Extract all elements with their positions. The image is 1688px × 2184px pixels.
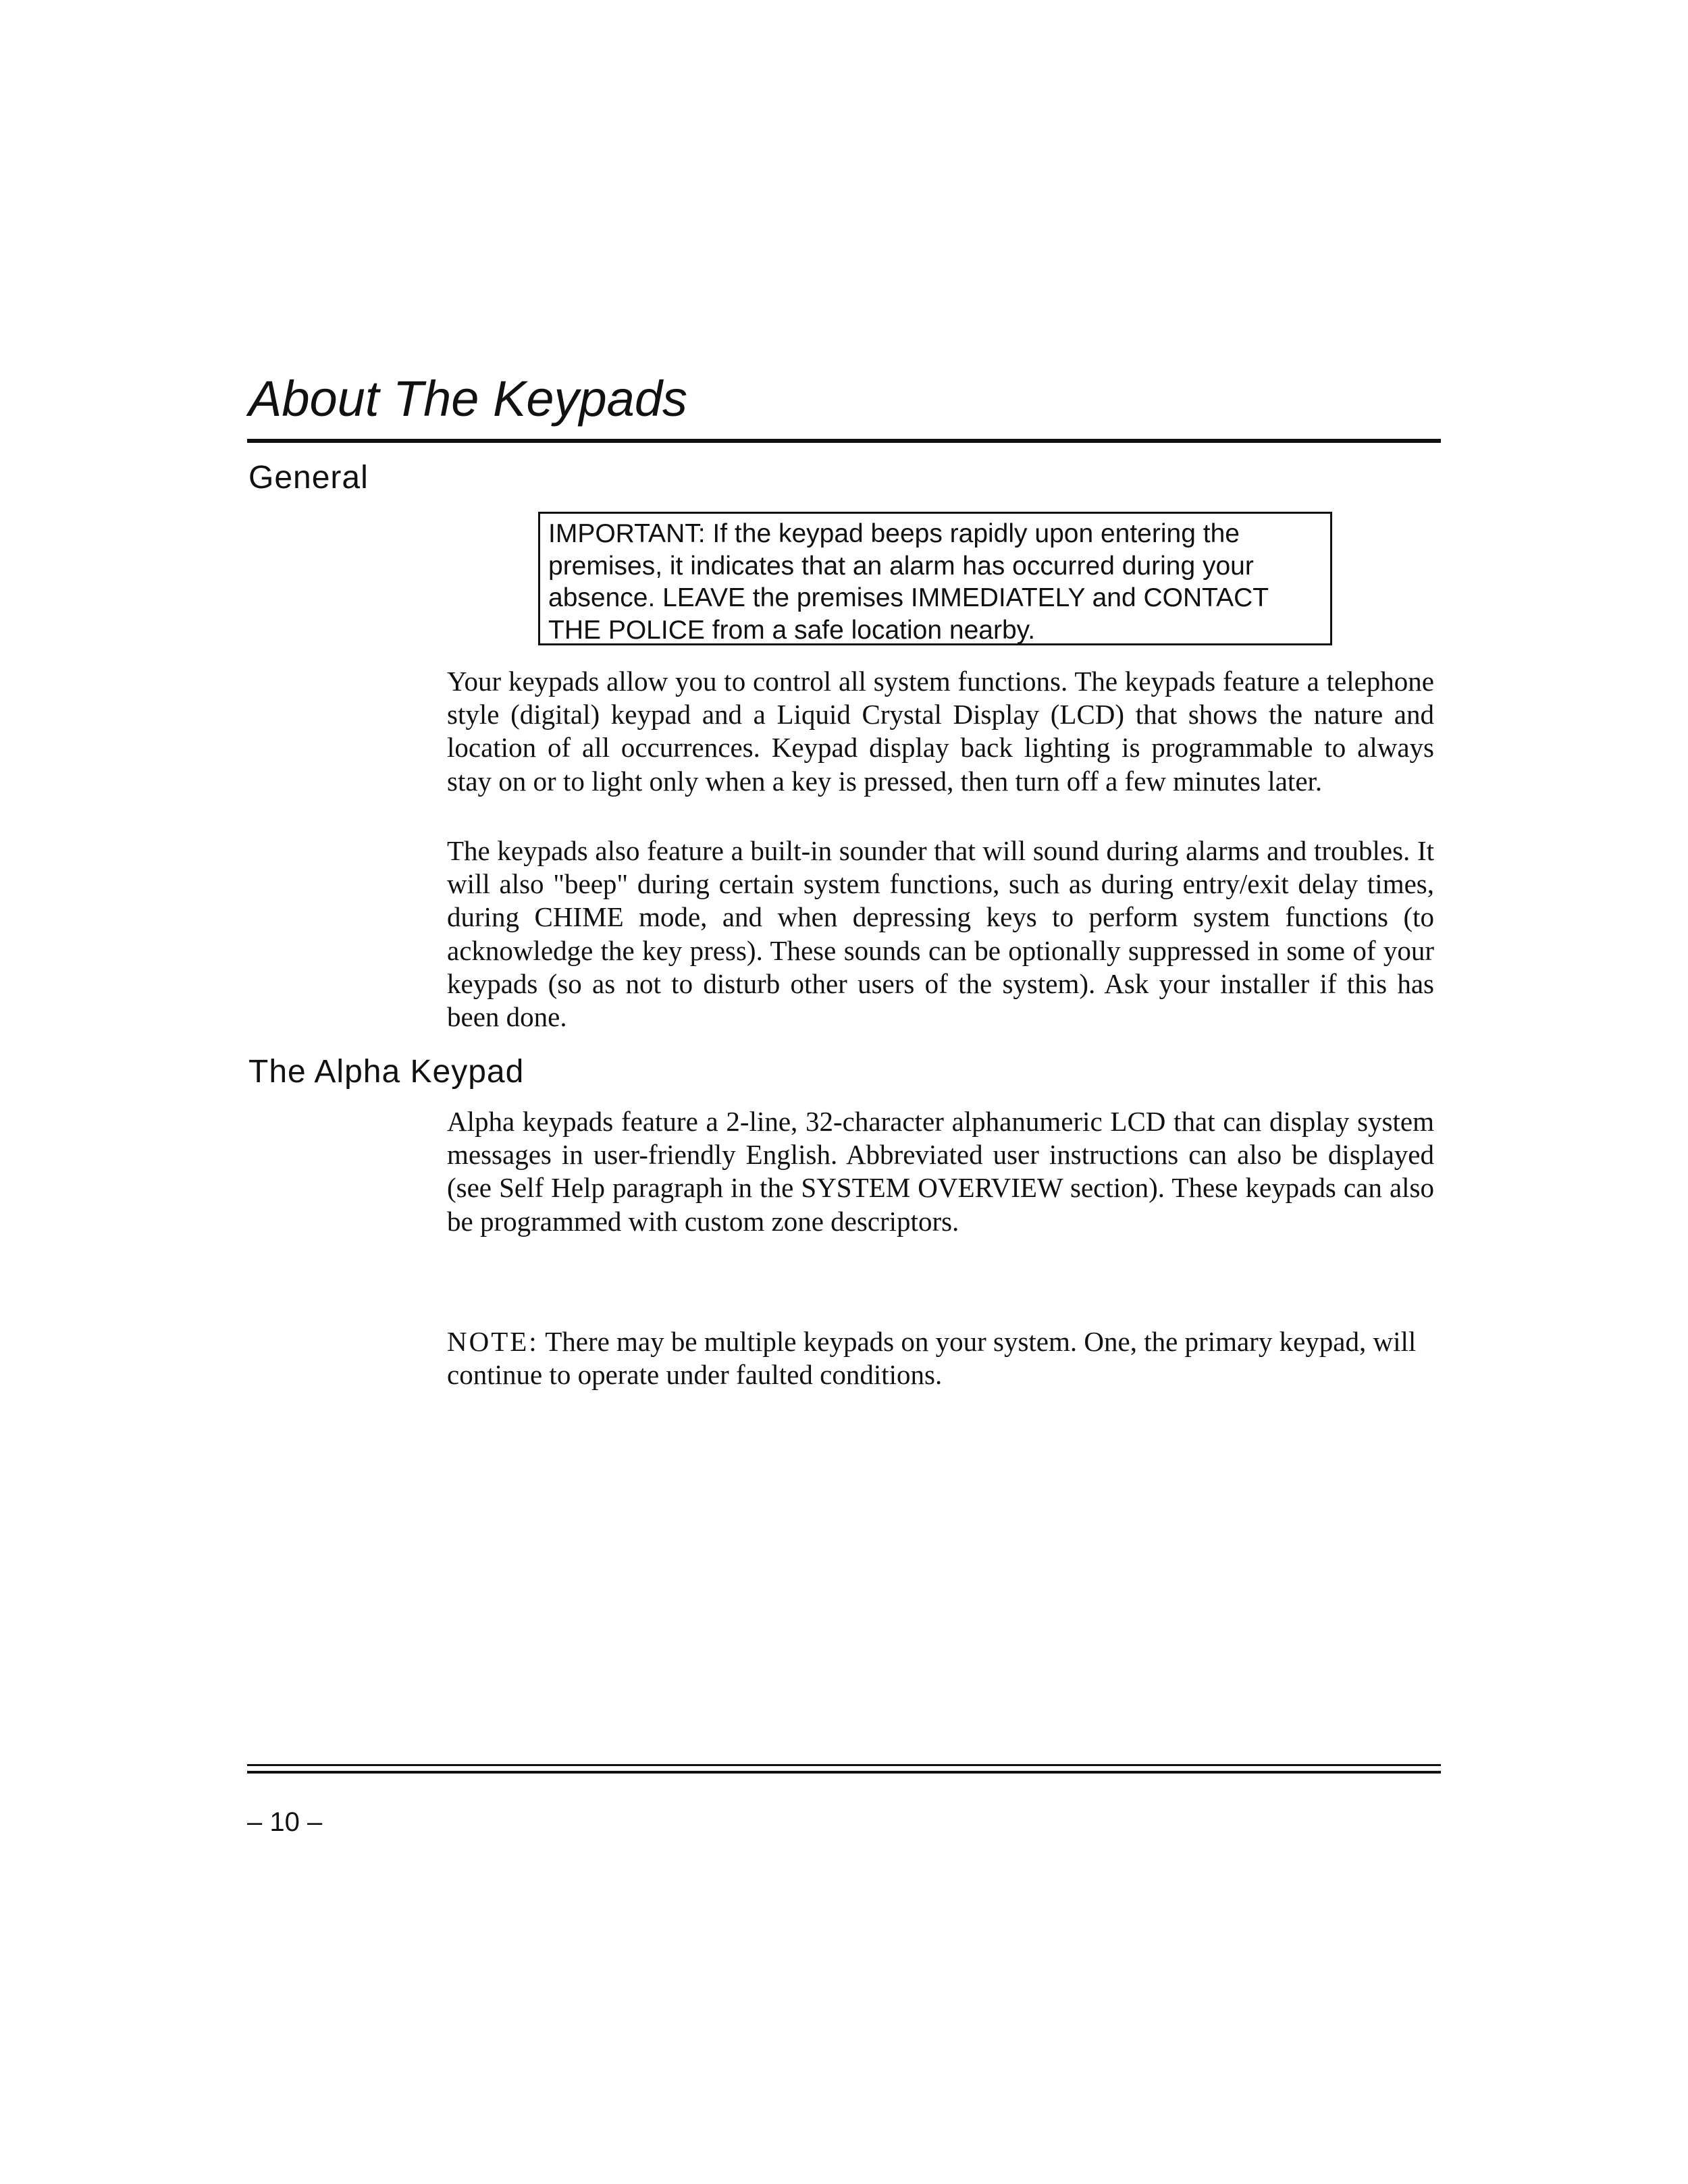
important-notice-line: IMPORTANT: If the keypad beeps rapidly upon entering the [548,519,1240,548]
important-notice-line: premises, it indicates that an alarm has occurred during your [548,551,1254,581]
note-paragraph [447,1325,1434,1391]
section-heading-alpha-keypad: The Alpha Keypad [248,1054,525,1090]
page-title: About The Keypads [248,371,687,427]
title-divider [247,439,1441,443]
footer-divider-top [247,1764,1441,1766]
general-paragraph-controls: Your keypads allow you to control all system functions. The keypads feature a telephone style (digital) keypad and a Liquid Crystal Display (LCD) that shows the nature and location of all occurrences. Keypad display back lighting is programmable to always stay on or to light only when a key is pressed, then turn off a few minutes later. [447,666,1434,797]
page-number: – 10 – [247,1807,323,1837]
footer-divider-bottom [247,1771,1441,1774]
general-paragraph-sounder: The keypads also feature a built-in sounder that will sound during alarms and troubles. It will also "beep" during certain system functions, such as during entry/exit delay times, during CHIME mode, and when depressing keys to perform system functions (to acknowledge the key press). These sounds can be optionally suppressed in some of your keypads (so as not to disturb other users of the system). Ask your installer if this has been done. [447,835,1434,1033]
section-heading-general: General [248,460,369,496]
important-notice-line: absence. LEAVE the premises IMMEDIATELY and CONTACT [548,583,1269,612]
alpha-keypad-paragraph: Alpha keypads feature a 2-line, 32-character alphanumeric LCD that can display system messages in user-friendly English. Abbreviated user instructions can also be displayed (see Self Help paragraph in the SYSTEM OVERVIEW section). These keypads can also be programmed with custom zone descriptors. [447,1106,1434,1237]
note-text: There may be multiple keypads on your system. One, the primary keypad, will continue to operate under faulted conditions. [447,1326,1417,1391]
important-notice-line: THE POLICE from a safe location nearby. [548,615,1036,645]
note-label: NOTE: [447,1326,539,1357]
important-notice-box [538,512,1332,645]
